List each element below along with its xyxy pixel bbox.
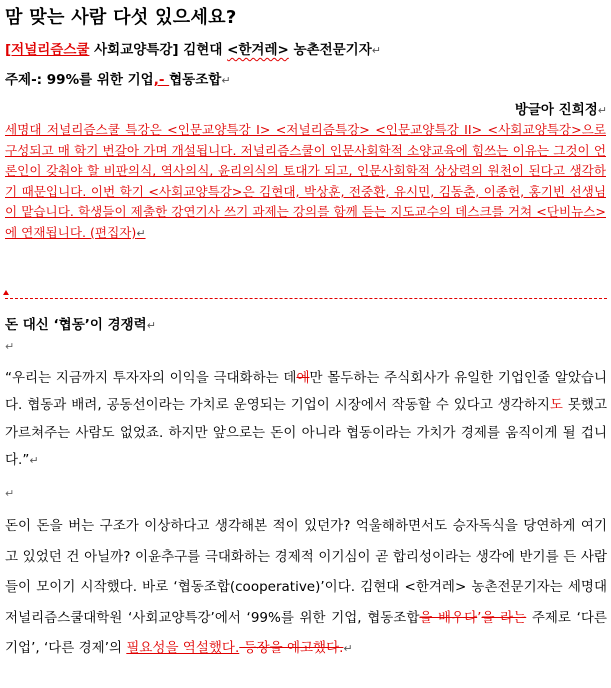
reviewer-text: 방글아 진희정 bbox=[514, 102, 598, 118]
paragraph-mark: ↵ bbox=[146, 319, 156, 332]
byline-series: [저널리즘스쿨 bbox=[5, 42, 90, 58]
byline bbox=[5, 38, 381, 58]
subtitle bbox=[5, 68, 231, 88]
body-paragraph bbox=[5, 511, 607, 665]
byline-paper: <한겨레> bbox=[227, 42, 289, 58]
change-anchor-icon bbox=[3, 290, 9, 295]
paragraph-mark: ↵ bbox=[136, 226, 146, 240]
para1-b: 만 몰두하는 주식회사가 유일한 기업인줄 알았습니다. 협동과 배려, 공동선이라는 가치로 운영되는 기업이 시장에서 작동할 수 있다고 생각하지 bbox=[5, 370, 607, 414]
para2-deleted-2: 을 라는 bbox=[481, 609, 527, 626]
subtitle-suffix: 협동조합 bbox=[169, 72, 222, 88]
empty-paragraph-mark: ↵ bbox=[5, 487, 15, 500]
para2-a: 돈이 돈을 버는 구조가 이상하다고 생각해본 적이 있던가? 억울해하면서도 승자독식을 당연하게 여기고 있었던 건 아닐까? 이윤추구를 극대화하는 경제적 이기심이 곧 합리성이라는 생각에 반기를 든 사람들이 모이기 시작했다. 바로 ‘협동조합(cooperative)’이다. 김현대 <한겨레> 농촌전문기자는 세명대 저널리즘스쿨대학원 ‘사회교양특강’에서 ‘99%를 위한 기업, 협동조합 bbox=[5, 518, 607, 626]
paragraph-mark: ↵ bbox=[371, 44, 381, 57]
para2-b: 주제로 ‘다른 기업’, ‘다른 경제’의 bbox=[5, 609, 607, 656]
byline-job: 농촌전문기자 bbox=[288, 42, 372, 58]
para1-a: “우리는 지금까지 투자자의 이익을 극대화하는 데 bbox=[5, 370, 297, 386]
section-break-line bbox=[5, 298, 607, 299]
empty-paragraph-mark: ↵ bbox=[5, 340, 15, 353]
para2-inserted: 필요성을 역설했다. bbox=[126, 640, 240, 656]
subtitle-inserted: ,- bbox=[153, 72, 170, 88]
para2-deleted-1: 을 배우다 bbox=[419, 609, 478, 626]
quote-paragraph bbox=[5, 365, 607, 474]
para1-c: 못했고 가르쳐주는 사람도 없었죠. 하지만 앞으로는 돈이 아니라 협동이라는 가치가 경제를 움직이게 될 겁니다.” bbox=[5, 397, 607, 468]
intro-text: 세명대 저널리즘스쿨 특강은 <인문교양특강 I> <저널리즘특강> <인문교양특강 II> <사회교양특강>으로 구성되고 매 학기 번갈아 가며 개설됩니다. 저널리즘스쿨이 인문사회학적 소양교육에 힘쓰는 이유는 그것이 언론인이 갖춰야 할 비판의식, 역사의식, 윤리의식의 토대가 되고, 인문사회학적 상상력의 원천이 된다고 생각하기 때문입니다. 이번 학기 <사회교양특강>은 김현대, 박상훈, 전중환, 유시민, 김동춘, 이종헌, 홍기빈 선생님이 맡습니다. 학생들이 제출한 강연기사 쓰기 과제는 강의를 함께 듣는 지도교수의 데스크를 거쳐 <단비뉴스>에 연재됩니다. (편집자) bbox=[5, 122, 606, 240]
paragraph-mark: ↵ bbox=[221, 74, 231, 87]
byline-rest: 사회교양특강] 김현대 bbox=[89, 42, 228, 58]
section-heading bbox=[5, 313, 156, 333]
para2-deleted-3: 등장을 예고했다. bbox=[239, 640, 344, 656]
section-heading-text: 돈 대신 ‘협동’이 경쟁력 bbox=[5, 317, 147, 333]
subtitle-prefix: 주제-: 99%를 위한 기업 bbox=[5, 72, 154, 88]
paragraph-mark: ↵ bbox=[597, 104, 607, 117]
para2-inserted-quote: ’ bbox=[477, 609, 482, 626]
reviewer-names bbox=[515, 98, 607, 118]
editor-intro bbox=[5, 120, 606, 245]
para1-inserted: 도 bbox=[549, 397, 563, 414]
paragraph-mark: ↵ bbox=[343, 642, 353, 655]
article-title: 맘 맞는 사람 다섯 있으세요? bbox=[5, 7, 237, 28]
paragraph-mark: ↵ bbox=[29, 453, 39, 467]
para1-deleted: 에 bbox=[296, 370, 310, 386]
